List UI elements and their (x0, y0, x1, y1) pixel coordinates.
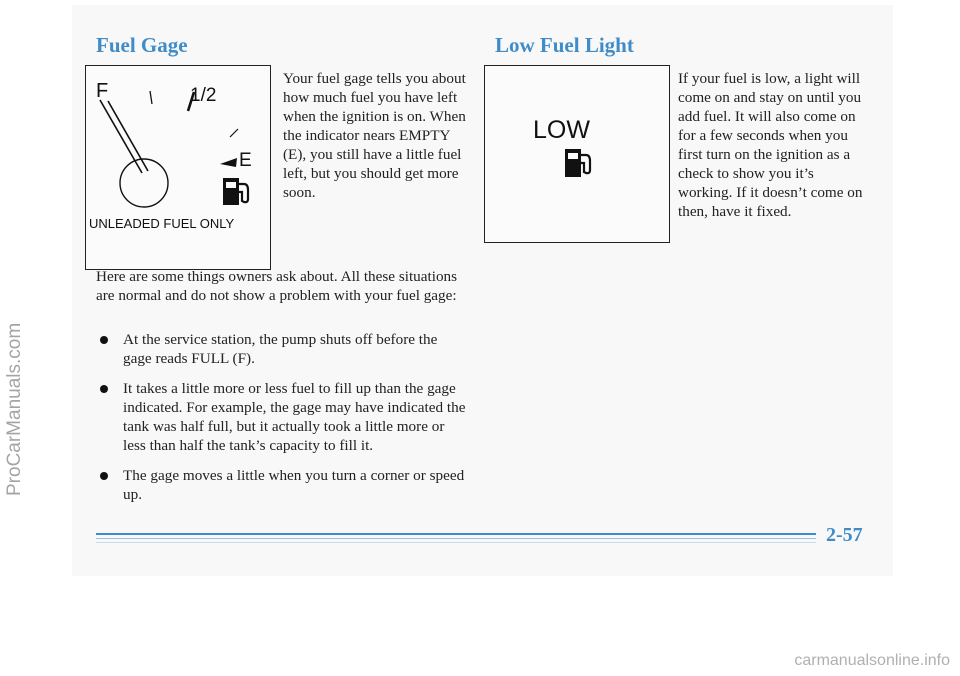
fuel-gage-intro: Here are some things owners ask about. All these situations are normal and do not show a problem with your fuel gage: (96, 268, 458, 304)
fuel-gage-heading: Fuel Gage (96, 33, 188, 57)
footer-rule (96, 533, 816, 535)
bullet-text: The gage moves a little when you turn a corner or speed up. (123, 467, 465, 503)
fuel-gage-paragraph: Your fuel gage tells you about how much fuel you have left when the ignition is on. When the indicator nears EMPTY (E), you still have a little fuel left, but you should get more soon. (283, 70, 466, 201)
side-watermark: ProCarManuals.com (4, 322, 25, 496)
bullet-icon (100, 472, 108, 480)
gage-caption: UNLEADED FUEL ONLY (89, 216, 235, 231)
low-fuel-pump-svg (485, 66, 669, 242)
fuel-gage-bullet-list (96, 330, 468, 515)
page-number: 2-57 (826, 524, 863, 546)
list-item (96, 379, 468, 455)
gage-tick-three-quarter (230, 129, 238, 137)
bullet-text: It takes a little more or less fuel to fill up than the gage indicated. For example, the gage may have indicated the tank was half full, but it actually took a little more or less than half the tank’s capacity to fill it. (123, 380, 466, 454)
gage-label-full: F (96, 80, 109, 102)
gage-label-half: 1/2 (190, 85, 217, 106)
bullet-text: At the service station, the pump shuts off before the gage reads FULL (F). (123, 331, 438, 367)
fuel-pump-icon (565, 149, 590, 177)
fuel-gage-figure (85, 65, 271, 270)
footer-rule-thin (96, 538, 816, 539)
gage-needle (100, 100, 142, 173)
low-fuel-light-paragraph: If your fuel is low, a light will come on and stay on until you add fuel. It will also come on for a few seconds when you first turn on the ignition as a check to show you it’s working. If it doesn’t come on then, have it fixed. (678, 70, 863, 220)
list-item (96, 330, 468, 368)
bullet-icon (100, 385, 108, 393)
gage-pivot (120, 159, 168, 207)
empty-arrow-icon (220, 158, 237, 167)
list-item (96, 466, 468, 504)
gage-tick-quarter (150, 91, 152, 104)
low-fuel-light-figure (484, 65, 670, 243)
fuel-pump-icon (223, 178, 248, 205)
footer-rule-faint (96, 542, 816, 543)
low-fuel-light-heading: Low Fuel Light (495, 33, 634, 57)
low-label: LOW (533, 116, 590, 144)
gage-label-empty: E (239, 150, 252, 171)
bullet-icon (100, 336, 108, 344)
site-watermark: carmanualsonline.info (794, 652, 950, 669)
gage-needle-edge (108, 101, 148, 171)
